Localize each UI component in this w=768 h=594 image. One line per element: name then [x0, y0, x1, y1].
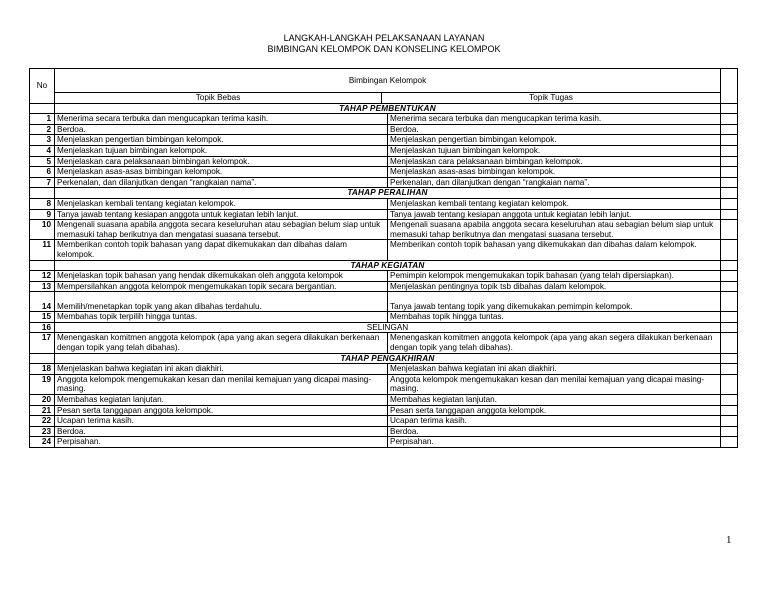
table-row: 16 SELINGAN: [30, 322, 738, 333]
selingan-cell: SELINGAN: [55, 322, 721, 333]
table-row: 1 Menerima secara terbuka dan mengucapkan terima kasih. Menerima secara terbuka dan mengucapkan terima kasih.: [30, 114, 738, 125]
stage-kegiatan: TAHAP KEGIATAN: [55, 260, 721, 271]
stage-pengakhiran: TAHAP PENGAKHIRAN: [55, 353, 721, 364]
stage-row: [30, 353, 738, 364]
table-row: 11 Memberikan contoh topik bahasan yang dapat dikemukakan dan dibahas dalam kelompok. Memberikan contoh topik bahasan yang dikemukakan dan dibahas dalam kelompok.: [30, 240, 738, 260]
stage-pembentukan: TAHAP PEMBENTUKAN: [55, 103, 721, 114]
table-row: 2 Berdoa. Berdoa.: [30, 124, 738, 135]
table-row: 6 Menjelaskan asas-asas bimbingan kelompok. Menjelaskan asas-asas bimbingan kelompok.: [30, 167, 738, 178]
header-group: Bimbingan Kelompok: [55, 69, 721, 93]
document-subtitle: BIMBINGAN KELOMPOK DAN KONSELING KELOMPOK: [267, 44, 501, 54]
table-row: 7 Perkenalan, dan dilanjutkan dengan “rangkaian nama”. Perkenalan, dan dilanjutkan dengan “rangkaian nama”.: [30, 177, 738, 188]
document-title: LANGKAH-LANGKAH PELAKSANAAN LAYANAN: [283, 33, 485, 43]
table-row: 21 Pesan serta tanggapan anggota kelompok. Pesan serta tanggapan anggota kelompok.: [30, 405, 738, 416]
table-row: 18 Menjelaskan bahwa kegiatan ini akan diakhiri. Menjelaskan bahwa kegiatan ini akan diakhiri.: [30, 364, 738, 375]
header-topik-bebas: Topik Bebas: [55, 93, 382, 104]
table-row: 4 Menjelaskan tujuan bimbingan kelompok. Menjelaskan tujuan bimbingan kelompok.: [30, 145, 738, 156]
stage-row: [30, 188, 738, 199]
table-row: 9 Tanya jawab tentang kesiapan anggota untuk kegiatan lebih lanjut. Tanya jawab tentang kesiapan anggota untuk kegiatan lebih lanjut.: [30, 209, 738, 220]
table-subheader-row: [30, 93, 738, 104]
table-row: 23 Berdoa. Berdoa.: [30, 426, 738, 437]
table-row: 19 Anggota kelompok mengemukakan kesan dan menilai kemajuan yang dicapai masing-masing. Anggota kelompok mengemukakan kesan dan menilai kemajuan yang dicapai masing-masing.: [30, 374, 738, 394]
table-row: 17 Menengaskan komitmen anggota kelompok (apa yang akan segera dilakukan berkenaan dengan topik yang telah dibahas). Menengaskan komitmen anggota kelompok (apa yang akan segera dilakukan berkenaan dengan topik yang telah dibahas).: [30, 333, 738, 353]
stage-row: [30, 103, 738, 114]
table-row: 15 Membahas topik terpilih hingga tuntas. Membahas topik hingga tuntas.: [30, 312, 738, 323]
table-row: 8 Menjelaskan kembali tentang kegiatan kelompok. Menjelaskan kembali tentang kegiatan kelompok.: [30, 198, 738, 209]
table-row: 14 Memilih/menetapkan topik yang akan dibahas terdahulu. Tanya jawab tentang topik yang dikemukakan pemimpin kelompok.: [30, 292, 738, 312]
table-header-row: [30, 69, 738, 93]
header-extra-cell: [721, 69, 738, 104]
table-row: 20 Membahas kegiatan lanjutan. Membahas kegiatan lanjutan.: [30, 395, 738, 406]
stage-row: [30, 260, 738, 271]
header-topik-tugas: Topik Tugas: [382, 93, 721, 104]
steps-table: [29, 68, 738, 448]
table-row: 5 Menjelaskan cara pelaksanaan bimbingan kelompok. Menjelaskan cara pelaksanaan bimbingan kelompok.: [30, 156, 738, 167]
table-row: 13 Mempersilahkan anggota kelompok mengemukakan topik secara bergantian. Menjelaskan pentingnya topik tsb dibahas dalam kelompok.: [30, 281, 738, 292]
header-no: No: [30, 69, 55, 104]
table-row: 3 Menjelaskan pengertian bimbingan kelompok. Menjelaskan pengertian bimbingan kelompok.: [30, 135, 738, 146]
table-row: 22 Ucapan terima kasih. Ucapan terima kasih.: [30, 416, 738, 427]
table-row: 12 Menjelaskan topik bahasan yang hendak dikemukakan oleh anggota kelompok Pemimpin kelompok mengemukakan topik bahasan (yang telah dipersiapkan).: [30, 271, 738, 282]
page-number: 1: [726, 534, 732, 546]
table-row: 10 Mengenali suasana apabila anggota secara keseluruhan atau sebagian belum siap untuk memasuki tahap berikutnya dan mengatasi suasana tersebut. Mengenali suasana apabila anggota secara keseluruhan atau sebagian belum siap untuk memasuki tahap berikutnya dan mengatasi suasana tersebut.: [30, 220, 738, 240]
table-row: 24 Perpisahan. Perpisahan.: [30, 437, 738, 448]
stage-peralihan: TAHAP PERALIHAN: [55, 188, 721, 199]
